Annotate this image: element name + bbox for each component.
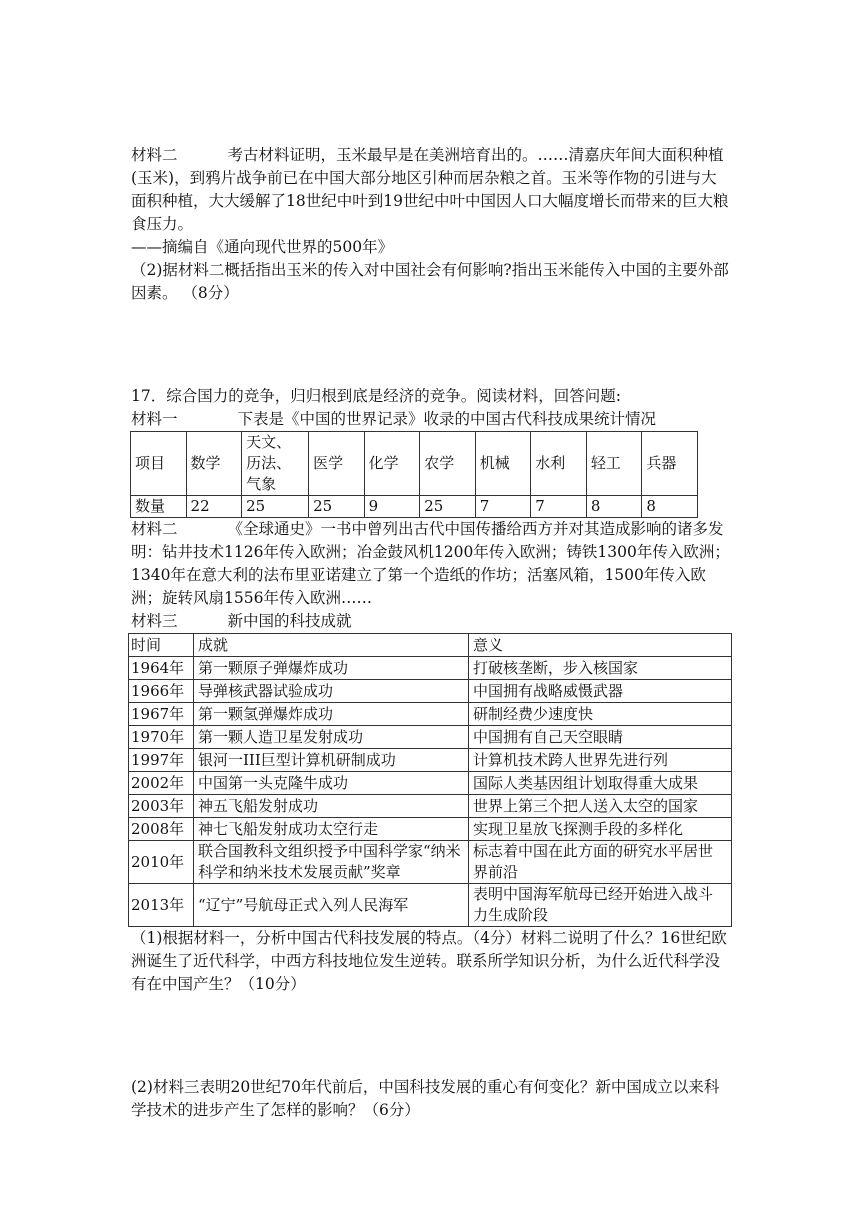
table-cell: 1966年 — [129, 680, 194, 703]
q17-material2-text: 《全球通史》一书中曾列出古代中国传播给西方并对其造成影响的诸多发明：钻井技术1126年传入欧洲；冶金鼓风机1200年传入欧洲；铸铁1300年传入欧洲；1340年在意大利的法布里亚诺建立了第一个造纸的作坊；活塞风箱，1500年传入欧洲；旋转风扇1556年传入欧洲…… — [131, 520, 730, 607]
table-row — [129, 884, 732, 927]
table-cell: 项目 — [131, 432, 187, 496]
table-row — [129, 726, 732, 749]
table-cell: 1967年 — [129, 703, 194, 726]
q17-material2-label: 材料二 — [131, 520, 178, 538]
table-row — [129, 841, 732, 884]
q16-material2 — [131, 144, 731, 236]
new-china-tech-table — [128, 633, 732, 927]
q16-question2: （2)据材料二概括指出玉米的传入对中国社会有何影响?指出玉米能传入中国的主要外部因素。 （8分） — [131, 261, 729, 302]
q17-stem: 17．综合国力的竞争，归归根到底是经济的竞争。阅读材料，回答问题: — [131, 387, 621, 405]
q17-material1 — [131, 408, 731, 431]
table-cell: 中国拥有战略威慑武器 — [468, 680, 731, 703]
table-row — [131, 496, 698, 518]
q17-material3-title: 新中国的科技成就 — [227, 612, 352, 630]
table-cell: 8 — [586, 496, 642, 518]
table-cell: 2008年 — [129, 818, 194, 841]
table-cell: 导弹核武器试验成功 — [193, 680, 468, 703]
table-cell: 数量 — [131, 496, 187, 518]
q17-question1: （1)根据材料一，分析中国古代科技发展的特点。（4分）材料二说明了什么？16世纪欧洲诞生了近代科学，中西方科技地位发生逆转。联系所学知识分析，为什么近代科学没有在中国产生？（10分） — [131, 929, 727, 993]
table-cell: 中国第一头克隆牛成功 — [193, 772, 468, 795]
table-cell: 农学 — [420, 432, 476, 496]
table-row — [129, 703, 732, 726]
table-cell: 1964年 — [129, 657, 194, 680]
q16-source: ——摘编自《通向现代世界的500年》 — [131, 238, 394, 256]
table-cell: 打破核垄断，步入核国家 — [468, 657, 731, 680]
table-cell: 7 — [475, 496, 531, 518]
table-cell: 2013年 — [129, 884, 194, 927]
table-cell: 研制经费少速度快 — [468, 703, 731, 726]
table-row — [129, 680, 732, 703]
table-cell: 数学 — [186, 432, 242, 496]
table-cell: 水利 — [531, 432, 587, 496]
table-cell: 第一颗氢弹爆炸成功 — [193, 703, 468, 726]
table-cell: 世界上第三个把人送入太空的国家 — [468, 795, 731, 818]
table-cell: 联合国教科文组织授予中国科学家“纳米科学和纳米技术发展贡献”奖章 — [193, 841, 468, 884]
q17-material1-title: 下表是《中国的世界记录》收录的中国古代科技成果统计情况 — [237, 410, 657, 428]
table-cell: 表明中国海军航母已经开始进入战斗力生成阶段 — [468, 884, 731, 927]
table-cell: 兵器 — [642, 432, 698, 496]
header-cell-significance: 意义 — [468, 634, 731, 657]
q17-material3 — [131, 610, 731, 633]
table-cell: 1970年 — [129, 726, 194, 749]
header-cell-achievement: 成就 — [193, 634, 468, 657]
q17-question2: (2)材料三表明20世纪70年代前后，中国科技发展的重心有何变化？新中国成立以来科学技术的进步产生了怎样的影响？（6分） — [131, 1078, 720, 1119]
table-cell: 标志着中国在此方面的研究水平居世界前沿 — [468, 841, 731, 884]
header-cell-time: 时间 — [129, 634, 194, 657]
table-cell: 2002年 — [129, 772, 194, 795]
q17-material1-label: 材料一 — [131, 410, 178, 428]
table-cell: 25 — [242, 496, 309, 518]
table-cell: 中国拥有自己天空眼睛 — [468, 726, 731, 749]
ancient-tech-table — [130, 431, 698, 518]
table-cell: 25 — [420, 496, 476, 518]
table-cell: 国际人类基因组计划取得重大成果 — [468, 772, 731, 795]
table-row — [129, 795, 732, 818]
table-cell: “辽宁”号航母正式入列人民海军 — [193, 884, 468, 927]
table-row — [129, 772, 732, 795]
table-cell: 22 — [186, 496, 242, 518]
table-cell: 2010年 — [129, 841, 194, 884]
table-cell: 9 — [364, 496, 420, 518]
table-cell: 医学 — [309, 432, 365, 496]
table-cell: 银河一III巨型计算机研制成功 — [193, 749, 468, 772]
table-cell: 第一颗原子弹爆炸成功 — [193, 657, 468, 680]
q16-material2-text: 考古材料证明，玉米最早是在美洲培育出的。……清嘉庆年间大面积种植(玉米)，到鸦片战争前已在中国大部分地区引种而居杂粮之首。玉米等作物的引进与大面积种植，大大缓解了18世纪中叶到19世纪中叶中国因人口大幅度增长而带来的巨大粮食压力。 — [131, 146, 729, 233]
table-cell: 7 — [531, 496, 587, 518]
table-row — [129, 657, 732, 680]
q17-material2 — [131, 518, 731, 610]
table-cell: 神七飞船发射成功太空行走 — [193, 818, 468, 841]
table-cell: 轻工 — [586, 432, 642, 496]
q16-material2-label: 材料二 — [131, 146, 178, 164]
table-cell: 化学 — [364, 432, 420, 496]
table-cell: 1997年 — [129, 749, 194, 772]
table-cell: 神五飞船发射成功 — [193, 795, 468, 818]
table-cell: 25 — [309, 496, 365, 518]
table-cell: 天文、历法、气象 — [242, 432, 309, 496]
table-cell: 机械 — [475, 432, 531, 496]
table-cell: 第一颗人造卫星发射成功 — [193, 726, 468, 749]
table-row — [129, 818, 732, 841]
table-row — [129, 749, 732, 772]
table-cell: 2003年 — [129, 795, 194, 818]
table-cell: 实现卫星放飞探测手段的多样化 — [468, 818, 731, 841]
document-page — [131, 144, 731, 1122]
table-header-row — [129, 634, 732, 657]
table-cell: 8 — [642, 496, 698, 518]
table-cell: 计算机技术跨人世界先进行列 — [468, 749, 731, 772]
q17-material3-label: 材料三 — [131, 612, 178, 630]
table-row — [131, 432, 698, 496]
